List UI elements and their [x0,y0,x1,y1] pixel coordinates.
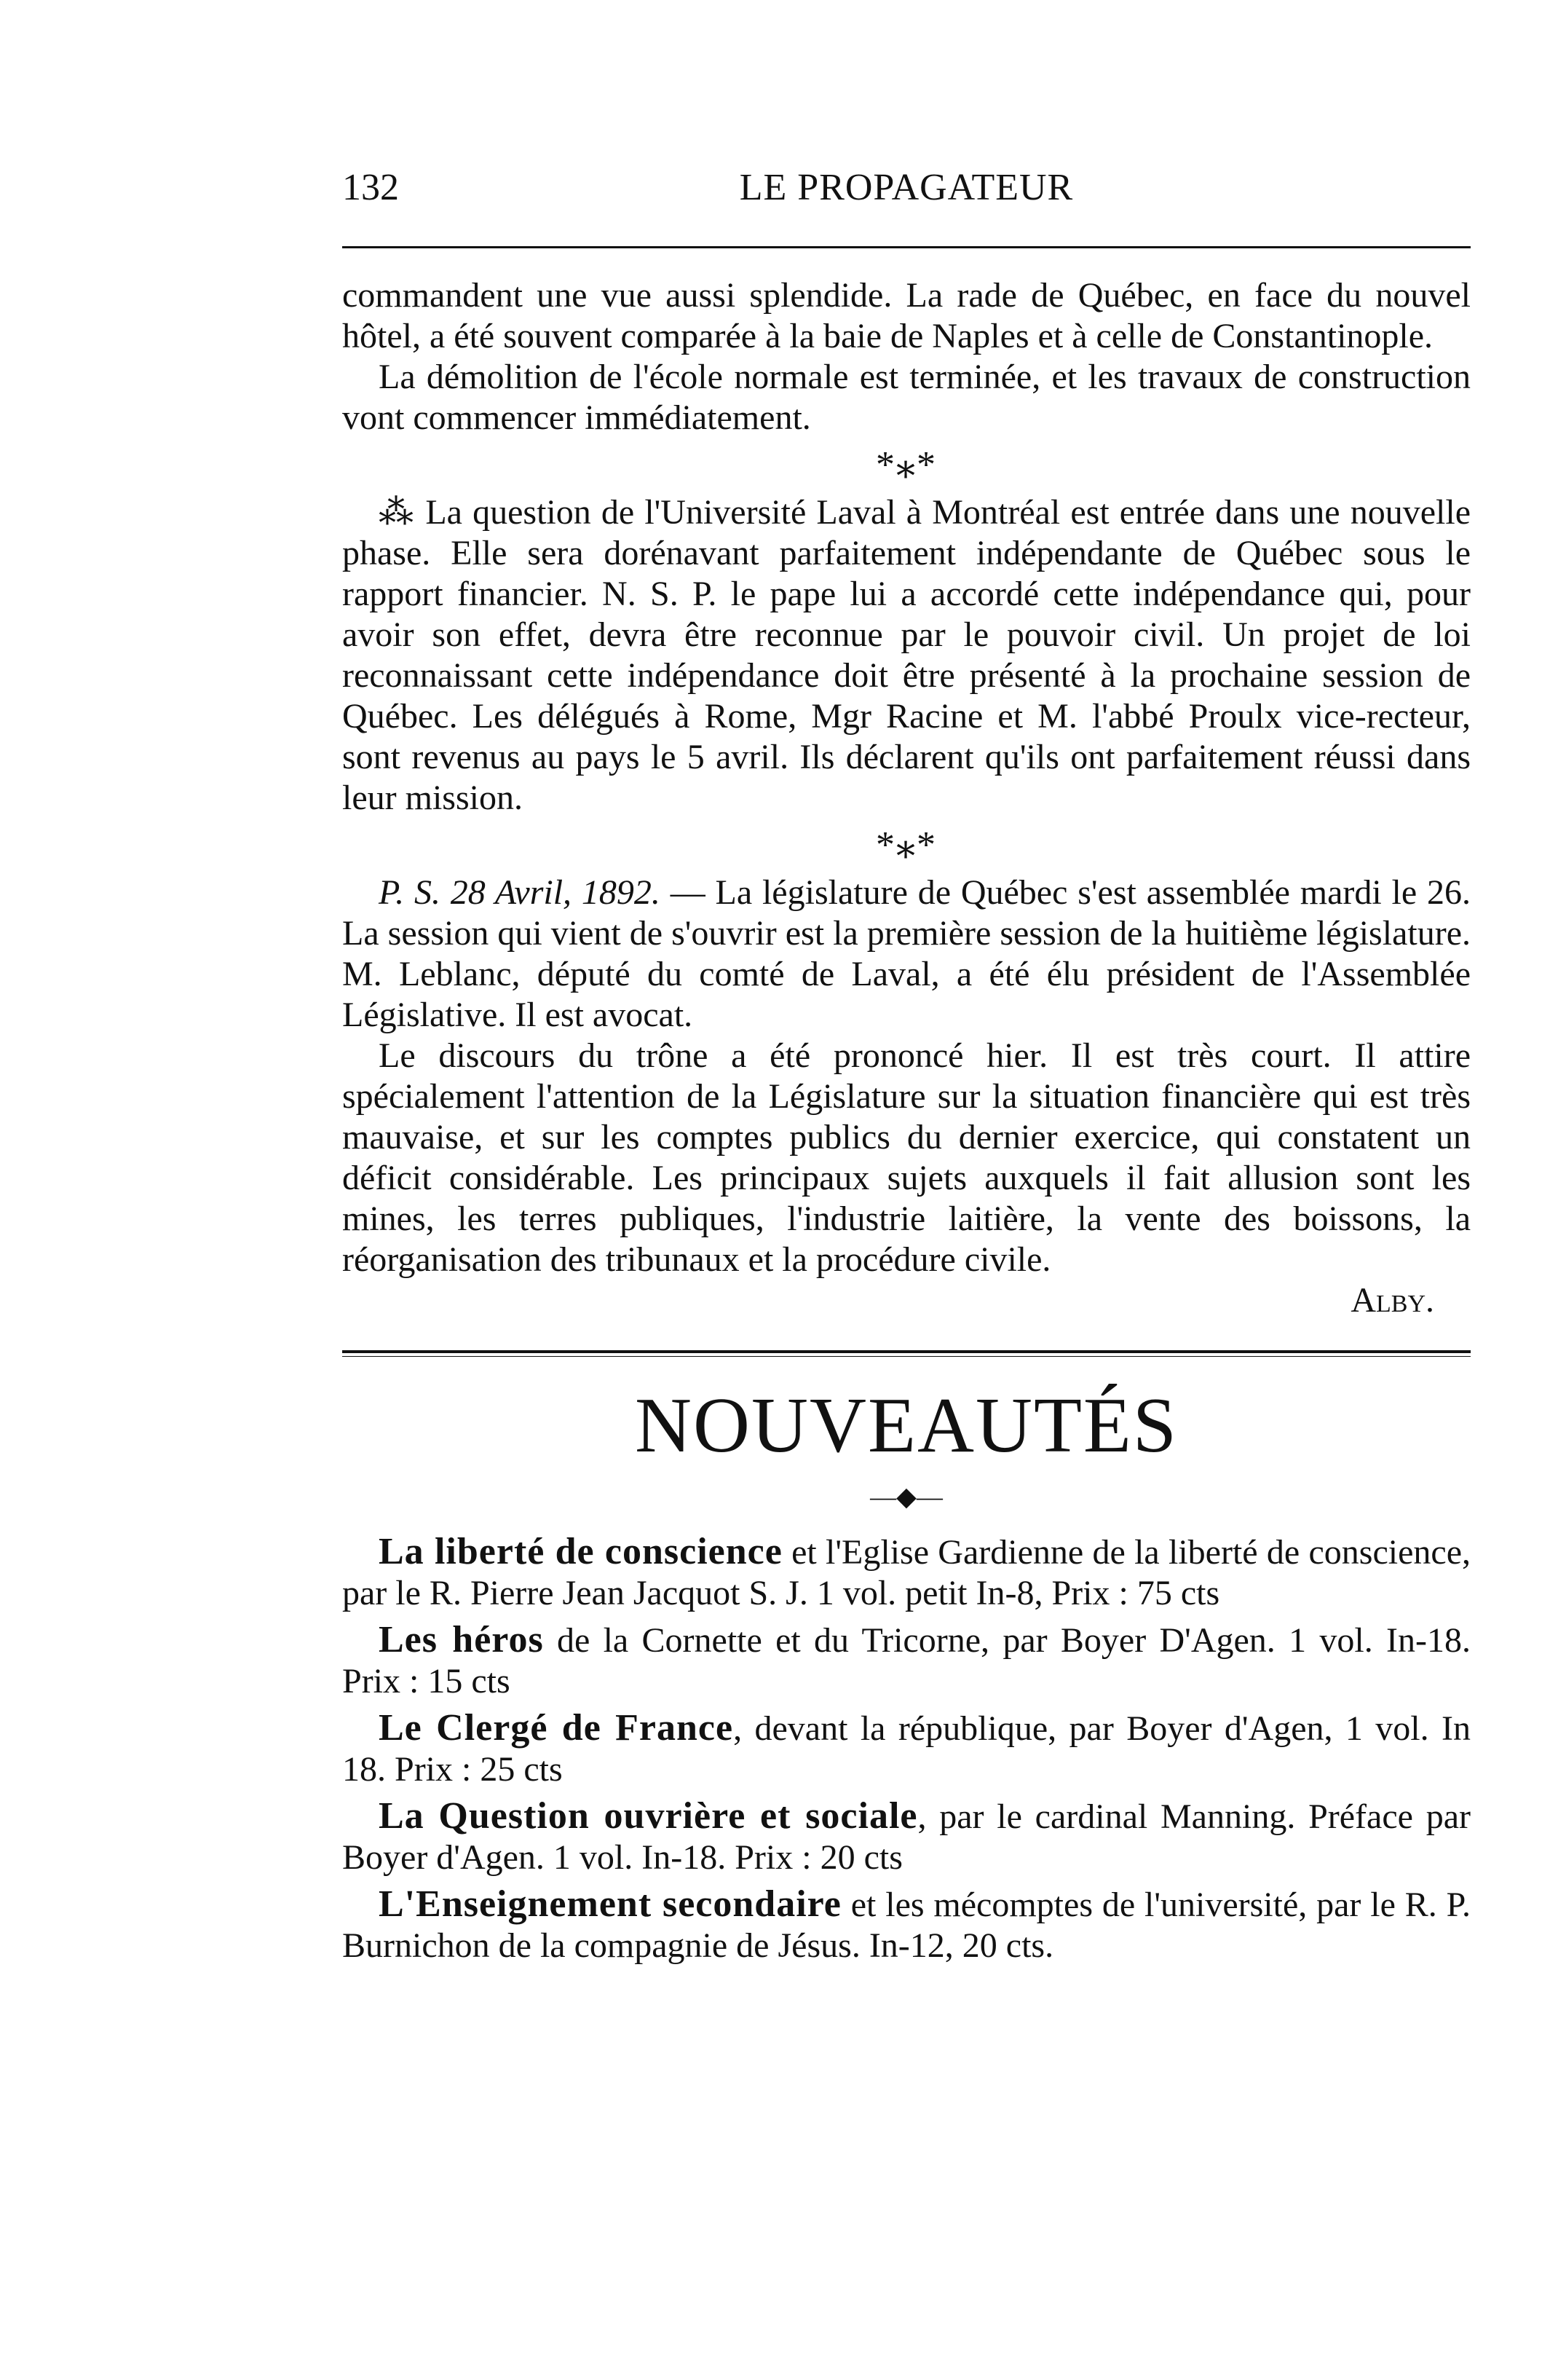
journal-title: LE PROPAGATEUR [739,167,1074,208]
section-title: NOUVEAUTÉS [635,1382,1178,1469]
book-description: de la Cornette et du Tricorne, par Boyer D'Agen. 1 vol. In-18. Prix : 15 cts [342,1621,1471,1701]
paragraph: Le discours du trône a été prononcé hier. Il est très court. Il attire spécialement l'attention de la Législature sur la situation financière qui est très mauvaise, et sur les comptes publics du dernier exercice, qui constatent un déficit considérable. Les principaux sujets auxquels il fait allusion sont les mines, les terres publiques, l'industrie laitière, la vente des boissons, la réorganisation des tribunaux et la procédure civile. [342,1036,1471,1279]
header-rule [342,246,1471,248]
paragraph-text: La question de l'Université Laval à Montréal est entrée dans une nouvelle phase. Elle sera dorénavant parfaitement indépendante de Québec sous le rapport financier. N. S. P. le pape lui a accordé cette indépendance qui, pour avoir son effet, devra être reconnue par le pouvoir civil. Un projet de loi reconnaissant cette indépendance doit être présenté à la prochaine session de Québec. Les délégués à Rome, Mgr Racine et M. l'abbé Proulx vice-recteur, sont revenus au pays le 5 avril. Ils déclarent qu'ils ont parfaitement réussi dans leur mission. [342,493,1471,817]
asterism-mark: ⁂ [379,493,416,532]
book-entry [342,1796,1471,1878]
book-description: et l'Eglise Gardienne de la liberté de conscience, par le R. Pierre Jean Jacquot S. J. 1 vol. petit In-8, Prix : 75 cts [342,1533,1471,1612]
paragraph [342,492,1471,819]
book-description: et les mécomptes de l'université, par le R. P. Burnichon de la compagnie de Jésus. In-12, 20 cts. [342,1886,1471,1965]
book-entry [342,1532,1471,1614]
signature: Alby. [1351,1281,1434,1320]
postscript [342,872,1471,1036]
book-title: L'Enseignement secondaire [379,1883,842,1925]
running-head [342,166,1471,217]
page-number: 132 [342,167,399,208]
postscript-label: P. S. 28 Avril, 1892. [379,873,660,912]
book-title: La Question ouvrière et sociale [379,1795,918,1837]
book-title: Les héros [379,1619,544,1660]
book-description: , par le cardinal Manning. Préface par Boyer d'Agen. 1 vol. In-18. Prix : 20 cts [342,1797,1471,1877]
postscript-text: — La législature de Québec s'est assemblée mardi le 26. La session qui vient de s'ouvrir est la première session de la huitième législature. M. Leblanc, député du comté de Laval, a été élu président de l'Assemblée Législative. Il est avocat. [342,873,1471,1034]
paragraph: La démolition de l'école normale est terminée, et les travaux de construction vont commencer immédiatement. [342,358,1471,437]
book-entry [342,1620,1471,1702]
ornament: —◆— [870,1482,943,1511]
book-entry [342,1884,1471,1966]
book-title: Le Clergé de France [379,1707,734,1749]
asterism: *⁎* [876,444,937,486]
book-title: La liberté de conscience [379,1531,783,1572]
asterism: *⁎* [876,824,937,866]
book-description: , devant la république, par Boyer d'Agen, 1 vol. In 18. Prix : 25 cts [342,1709,1471,1789]
section-rule [342,1350,1471,1357]
article-body [342,275,1471,1972]
paragraph: commandent une vue aussi splendide. La rade de Québec, en face du nouvel hôtel, a été souvent comparée à la baie de Naples et à celle de Constantinople. [342,276,1471,355]
book-entry [342,1708,1471,1790]
